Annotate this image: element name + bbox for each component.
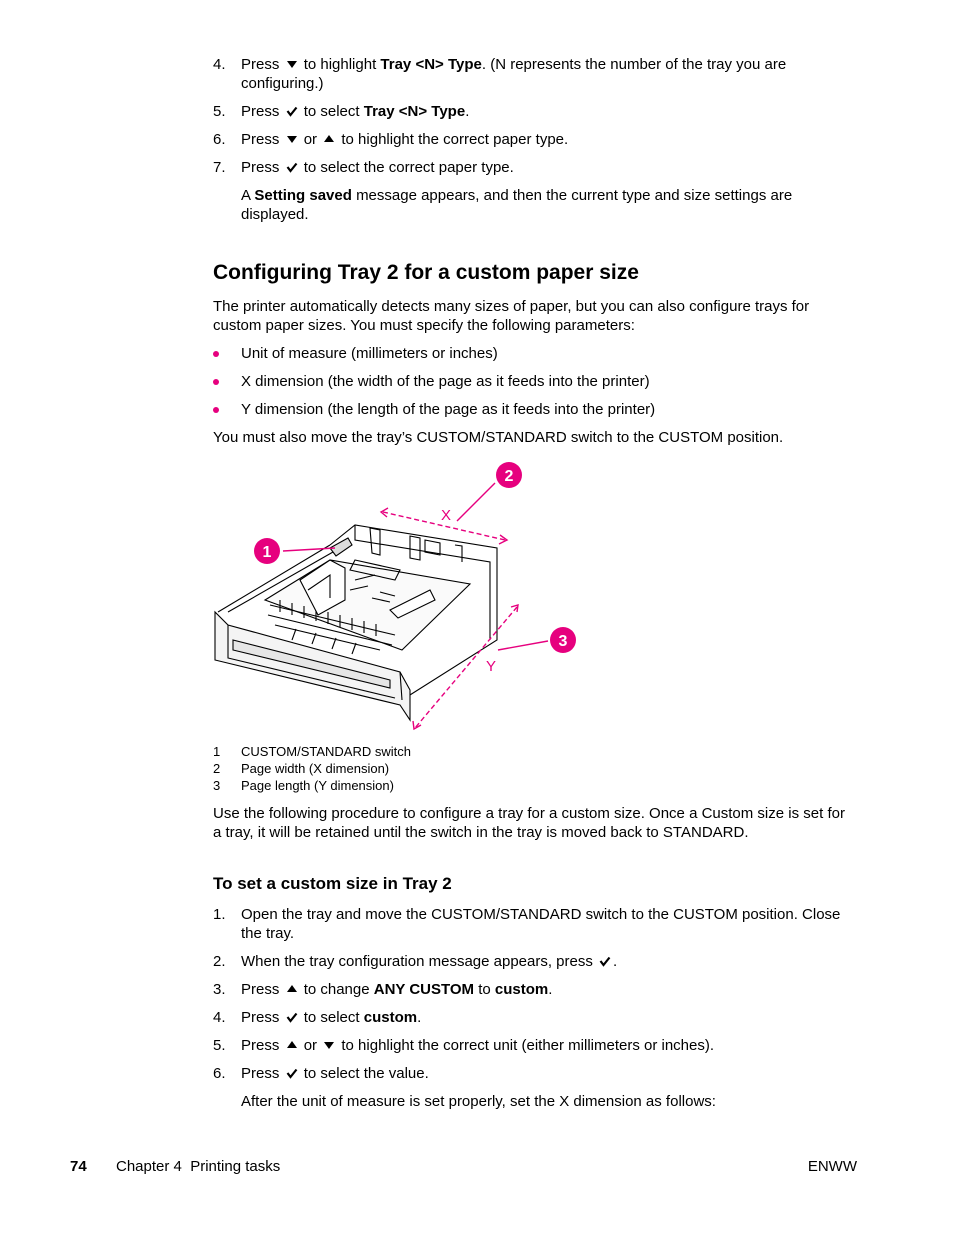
after-note: After the unit of measure is set properly, set the X dimension as follows:	[241, 1093, 716, 1110]
down-arrow-icon	[286, 133, 298, 145]
checkmark-icon	[286, 105, 298, 117]
callout-2	[496, 462, 522, 488]
section-title: Configuring Tray 2 for a custom paper size	[213, 261, 639, 284]
step-text: Press	[241, 56, 280, 73]
page-number: 74	[70, 1158, 87, 1175]
step-emphasis: ANY CUSTOM	[373, 981, 475, 998]
step-text: Press	[241, 103, 280, 120]
note-text: A	[241, 187, 251, 204]
legend-text: CUSTOM/STANDARD switch	[241, 744, 411, 759]
y-dimension-arrow	[415, 607, 517, 728]
step-text: to highlight the correct unit (either millimeters or inches).	[341, 1037, 715, 1054]
paper-tray-figure	[205, 455, 595, 735]
up-arrow-icon	[286, 983, 298, 995]
step-text: .	[417, 1009, 422, 1026]
step-number: 4.	[213, 1009, 226, 1026]
step-text: to highlight the correct paper type.	[341, 131, 569, 148]
step-text: Open the tray and move the CUSTOM/STANDARD switch to the CUSTOM position. Close the tray.	[241, 906, 841, 942]
step-text: to select	[303, 1009, 360, 1026]
checkmark-icon	[286, 161, 298, 173]
step-text: .	[548, 981, 553, 998]
step-number: 3.	[213, 981, 226, 998]
y-label: Y	[485, 658, 497, 675]
bullet-text: X dimension (the width of the page as it feeds into the printer)	[241, 373, 650, 390]
setting-saved-note	[241, 186, 851, 224]
step-text: .	[613, 953, 618, 970]
callout-3	[550, 627, 576, 653]
legend-number: 2	[213, 761, 221, 776]
step-emphasis: Tray <N> Type	[380, 56, 482, 73]
step-text: to select the value.	[303, 1065, 429, 1082]
step-text: to change	[303, 981, 370, 998]
up-arrow-icon	[286, 1039, 298, 1051]
step-emphasis: Tray <N> Type	[363, 103, 466, 120]
legend-number: 3	[213, 778, 221, 793]
legend-text: Page length (Y dimension)	[241, 778, 394, 793]
up-arrow-icon	[323, 133, 335, 145]
step-text: Press	[241, 1065, 280, 1082]
intro-paragraph: The printer automatically detects many sizes of paper, but you can also configure trays for custom paper sizes. You must specify the following parameters:	[213, 298, 810, 334]
legend-number: 1	[213, 744, 221, 759]
footer-right: ENWW	[807, 1158, 857, 1175]
callout-number: 2	[504, 468, 514, 485]
down-arrow-icon	[323, 1039, 335, 1051]
procedure-intro: Use the following procedure to configure a tray for a custom size. Once a Custom size is set for a tray, it will be retained until the switch in the tray is moved back to STANDARD.	[213, 805, 845, 841]
down-arrow-icon	[286, 58, 298, 70]
step-number: 4.	[213, 56, 226, 73]
checkmark-icon	[599, 955, 611, 967]
callout-number: 1	[262, 544, 272, 561]
bullet-text: Unit of measure (millimeters or inches)	[241, 345, 498, 362]
step-text: Press	[241, 1009, 280, 1026]
step-text: to	[478, 981, 491, 998]
step-number: 5.	[213, 1037, 226, 1054]
checkmark-icon	[286, 1067, 298, 1079]
step-text: When the tray configuration message appears, press	[241, 953, 593, 970]
step-text: Press	[241, 159, 280, 176]
x-label: X	[440, 507, 452, 524]
step-text: or	[303, 1037, 318, 1054]
step-text: Press	[241, 981, 280, 998]
step-text: to select	[303, 103, 360, 120]
step-emphasis: custom	[494, 981, 549, 998]
step-number: 7.	[213, 159, 226, 176]
callout-1	[254, 538, 280, 564]
step-text: to select the correct paper type.	[303, 159, 514, 176]
leader-line	[283, 548, 335, 551]
step-number: 6.	[213, 1065, 226, 1082]
step-text: Press	[241, 1037, 280, 1054]
bullet-dot-icon	[213, 379, 219, 385]
step-emphasis: custom	[363, 1009, 418, 1026]
step-text: or	[303, 131, 318, 148]
chapter-title: Chapter 4 Printing tasks	[116, 1158, 281, 1175]
note-emphasis: Setting saved	[254, 187, 352, 204]
switch-note: You must also move the tray’s CUSTOM/STANDARD switch to the CUSTOM position.	[213, 429, 784, 446]
legend-text: Page width (X dimension)	[241, 761, 390, 776]
step-number: 5.	[213, 103, 226, 120]
bullet-dot-icon	[213, 351, 219, 357]
step-number: 6.	[213, 131, 226, 148]
note-text: message appears, and then the current type and size settings are displayed.	[241, 187, 793, 223]
step-number: 1.	[213, 906, 226, 923]
leader-line	[498, 641, 548, 650]
step-text: to highlight	[303, 56, 377, 73]
bullet-dot-icon	[213, 407, 219, 413]
checkmark-icon	[286, 1011, 298, 1023]
callout-number: 3	[558, 633, 568, 650]
subsection-title: To set a custom size in Tray 2	[213, 874, 452, 893]
bullet-text: Y dimension (the length of the page as it feeds into the printer)	[241, 401, 656, 418]
step-number: 2.	[213, 953, 226, 970]
step-text: . (N represents the number of the tray you are configuring.)	[241, 56, 787, 92]
step-text: .	[465, 103, 470, 120]
step-text: Press	[241, 131, 280, 148]
leader-line	[457, 483, 495, 521]
